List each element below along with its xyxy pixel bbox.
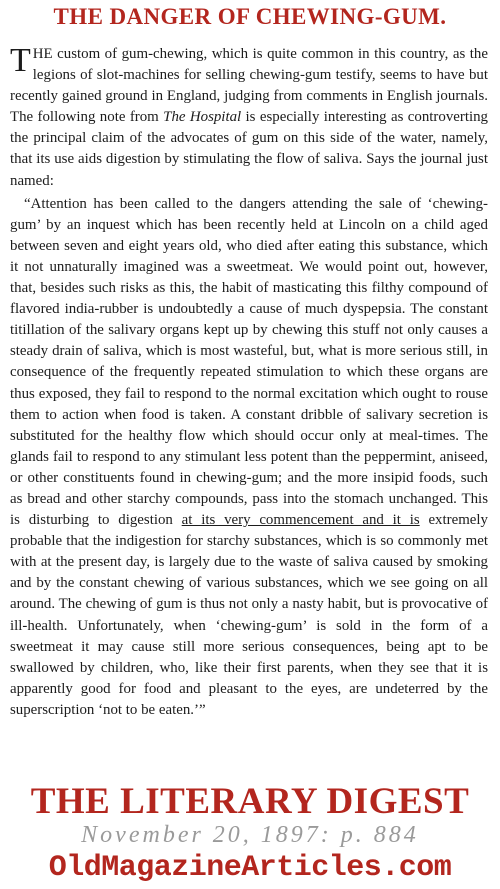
quote-text-part-2: extremely probable that the indigestion for starchy substances, which is so commonly met with at the present day, is largely due to the waste of saliva caused by smoking and by the constant chewing of various substances, which we see going on all around. The chewing of gum is thus not only a nasty habit, but is provocative of ill-health. Unfortunately, when ‘chewing-gum’ is sold in the form of a sweetmeat it may cause still more serious consequences, being apt to be swallowed by children, who, like their first parents, when they see that it is apparently good for food and pleasant to the eyes, are undeterred by the superscription ‘not to be eaten.’”: [10, 512, 488, 718]
publication-date: November 20, 1897: p. 884: [81, 822, 419, 848]
drop-cap: T: [10, 42, 31, 79]
article-body: [10, 44, 488, 721]
article-headline: THE DANGER OF CHEWING-GUM.: [53, 4, 447, 29]
quote-underlined-phrase: at its very commencement and it is: [181, 512, 420, 529]
intro-text-after-source: is especially interesting as controverting the principal claim of the advocates of gum on this side of the water, namely, that its use aids digestion by stimulating the flow of saliva. Says the journal just named:: [10, 109, 489, 189]
intro-paragraph: [10, 44, 488, 192]
site-watermark: OldMagazineArticles.com: [48, 851, 452, 885]
magazine-masthead: THE LITERARY DIGEST: [30, 781, 470, 822]
quoted-paragraph: [10, 194, 488, 721]
quote-text-part-1: “Attention has been called to the dangers attending the sale of ‘chewing-gum’ by an inquest which has been recently held at Lincoln on a child aged between seven and eight years old, who died after eating this substance, which it not unnaturally imagined was a sweetmeat. We would point out, however, that, besides such risks as this, the habit of masticating this filthy compound of flavored india-rubber is undoubtedly a cause of much dyspepsia. The constant titillation of the salivary organs kept up by chewing this stuff not only causes a steady drain of saliva, which is most wasteful, but, what is more serious still, in consequence of the frequently repeated stimulation to which these organs are thus exposed, they fail to respond to the normal excitation which ought to rouse them to action when food is taken. A constant dribble of salivary secretion is substituted for the healthy flow which should occur only at meal-times. The glands fail to respond to any stimulant less potent than the peppermint, aniseed, or other constituents found in chewing-gum; and the more insipid foods, such as bread and other starchy compounds, pass into the stomach unchanged. This is disturbing to digestion: [10, 195, 488, 529]
intro-text-before-source: HE custom of gum-chewing, which is quite common in this country, as the legions of slot-machines for selling chewing-gum testify, seems to have but recently gained ground in England, judging from comments in English journals. The following note from: [10, 46, 488, 126]
source-journal-name: The Hospital: [163, 109, 242, 126]
